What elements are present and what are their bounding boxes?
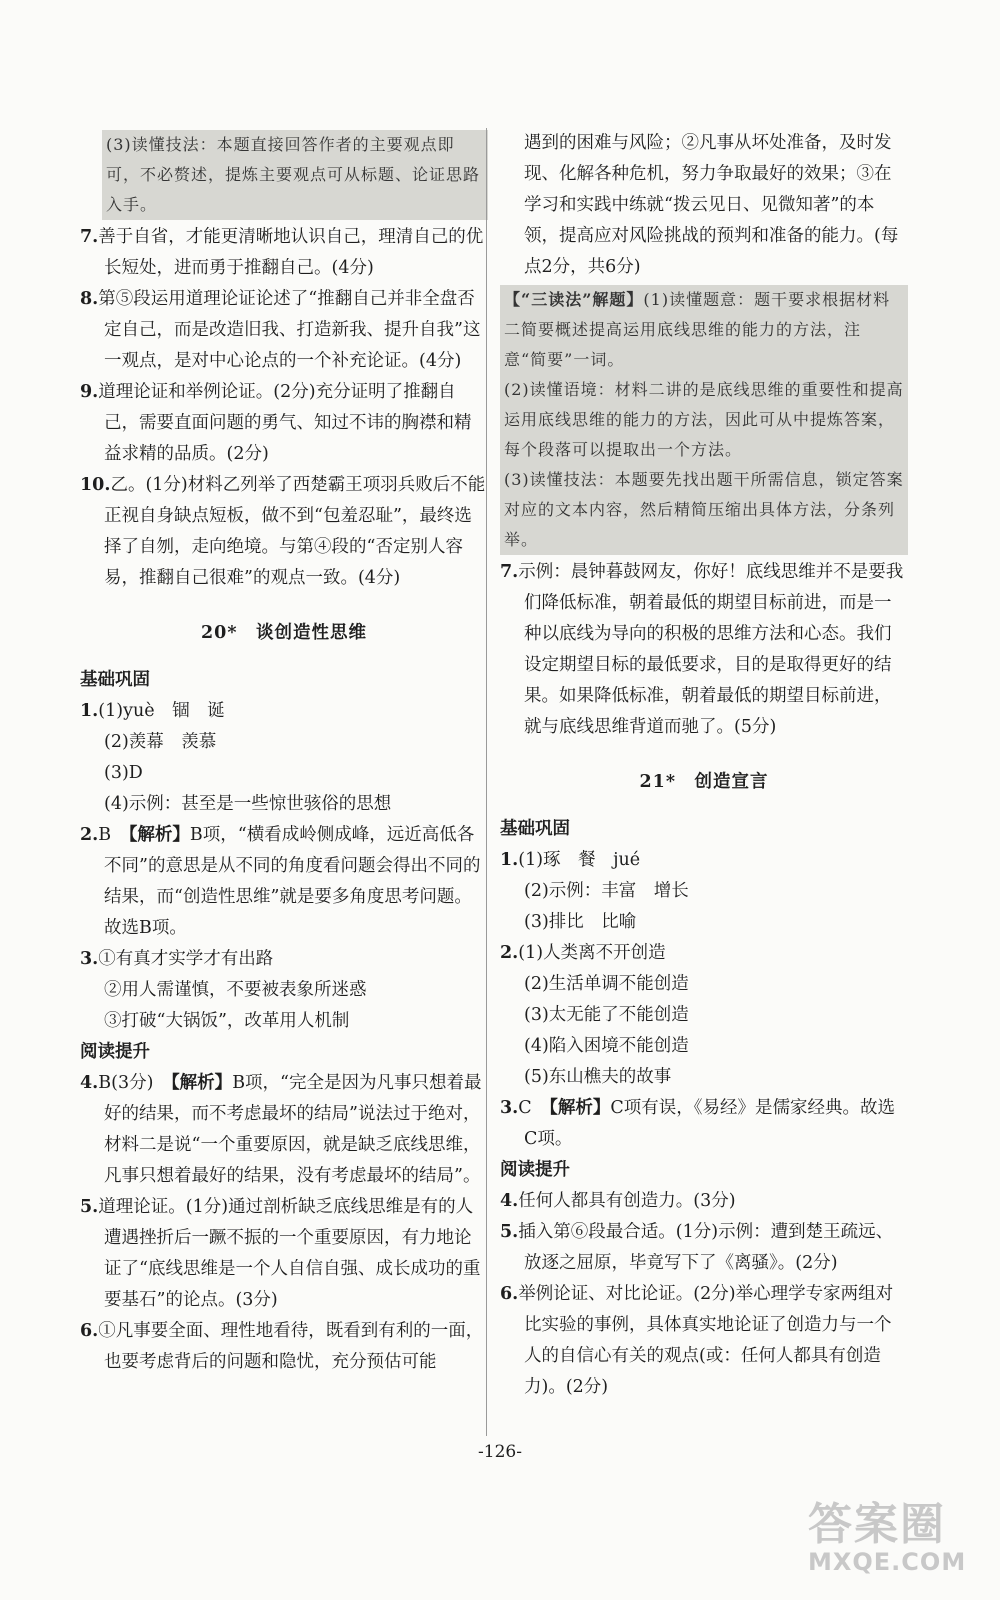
answer-number: 2. — [80, 825, 99, 845]
answer-text: 示例：晨钟暮鼓网友，你好！底线思维并不是要我们降低标准，朝着最低的期望目标前进，而是一种以底线为导向的积极的思维方法和心态。我们设定期望目标的最低要求，目的是取得更好的结果。如果降低标准，朝着最低的期望目标前进，就与底线思维背道而驰了。(5分) — [518, 562, 904, 737]
answer-line: ①有真才实学才有出路 — [98, 949, 274, 969]
answer-number: 10. — [80, 475, 111, 495]
answer-choice: C — [518, 1098, 550, 1118]
answer-number: 3. — [500, 1098, 519, 1118]
hint-box-3 — [102, 130, 488, 220]
answer-line: ②用人需谨慎，不要被表象所迷惑 — [104, 980, 367, 1000]
left-column — [80, 128, 488, 1378]
answer-21-1 — [500, 845, 908, 938]
answer-line: (2)羡幕 羡慕 — [104, 732, 217, 752]
answer-text: C项有误，《易经》是儒家经典。故选C项。 — [524, 1098, 896, 1149]
answer-line: (3)太无能了不能创造 — [524, 1005, 689, 1025]
answer-line: (4)陷入困境不能创造 — [524, 1036, 689, 1056]
answer-10 — [80, 470, 488, 594]
answer-choice: B — [98, 825, 129, 845]
hint-text: (1)读懂题意：题干要求根据材料二简要概述提高运用底线思维的能力的方法，注意“简要”一词。 — [504, 290, 891, 369]
answer-text: 插入第⑥段最合适。(1分)示例：遭到楚王疏远、放逐之屈原，毕竟写下了《离骚》。(2分) — [518, 1222, 894, 1273]
answer-number: 1. — [500, 850, 519, 870]
right-column — [500, 128, 908, 1403]
answer-21-3 — [500, 1093, 908, 1155]
answer-line: (1)人类离不开创造 — [518, 943, 666, 963]
answer-8 — [80, 284, 488, 377]
answer-line: (5)东山樵夫的故事 — [524, 1067, 672, 1087]
answer-20-6-continued: 遇到的困难与风险；②凡事从坏处准备，及时发现、化解各种危机，努力争取最好的效果；③在学习和实践中练就“拨云见日、见微知著”的本领，提高应对风险挑战的预判和准备的能力。(每点2分，共6分) — [524, 133, 899, 277]
hint-para-3: (3)读懂技法：本题要先找出题干所需信息，锁定答案对应的文本内容，然后精简压缩出具体方法，分条列举。 — [504, 470, 904, 549]
answer-20-2 — [80, 820, 488, 944]
answer-number: 5. — [500, 1222, 519, 1242]
answer-20-3 — [80, 944, 488, 1037]
answer-7 — [80, 222, 488, 284]
answer-text: B项，“横看成岭侧成峰，远近高低各不同”的意思是从不同的角度看问题会得出不同的结果，而“创造性思维”就是要多角度思考问题。故选B项。 — [104, 825, 481, 938]
answer-number: 4. — [500, 1191, 519, 1211]
answer-line: (2)示例：丰富 增长 — [524, 881, 689, 901]
answer-number: 3. — [80, 949, 99, 969]
hint-text: (3)读懂技法：本题直接回答作者的主要观点即可，不必赘述，提炼主要观点可从标题、论证思路入手。 — [106, 135, 481, 214]
answer-text: 道理论证和举例论证。(2分)充分证明了推翻自己，需要直面问题的勇气、知过不讳的胸襟和精益求精的品质。(2分) — [98, 382, 472, 464]
answer-21-5 — [500, 1217, 908, 1279]
column-divider — [486, 128, 487, 1436]
section-title-basic: 基础巩固 — [80, 670, 150, 690]
answer-20-4 — [80, 1068, 488, 1192]
answer-21-6 — [500, 1279, 908, 1403]
answer-number: 8. — [80, 289, 99, 309]
answer-text: 举例论证、对比论证。(2分)举心理学专家两组对比实验的事例，具体真实地论证了创造力与一个人的自信心有关的观点(或：任何人都具有创造力)。(2分) — [518, 1284, 894, 1397]
answer-text: 第⑤段运用道理论证论述了“推翻自己并非全盘否定自己，而是改造旧我、打造新我、提升自我”这一观点，是对中心论点的一个补充论证。(4分) — [98, 289, 481, 371]
page-number: -126- — [478, 1442, 522, 1462]
answer-line: (3)D — [104, 763, 143, 783]
answer-number: 6. — [500, 1284, 519, 1304]
answer-line: ③打破“大锅饭”，改革用人机制 — [104, 1011, 350, 1031]
lesson-heading-21: 21* 创造宣言 — [639, 772, 769, 792]
answer-number: 1. — [80, 701, 99, 721]
answer-text: 乙。(1分)材料乙列举了西楚霸王项羽兵败后不能正视自身缺点短板，做不到“包羞忍耻”，最终选择了自刎，走向绝境。与第④段的“否定别人容易，推翻自己很难”的观点一致。(4分) — [104, 475, 486, 588]
hint-para-1 — [504, 285, 904, 375]
answer-9 — [80, 377, 488, 470]
answer-number: 9. — [80, 382, 99, 402]
answer-21-4 — [500, 1186, 908, 1217]
answer-20-5 — [80, 1192, 488, 1316]
hint-tag: 【“三读法”解题】 — [504, 290, 644, 309]
analysis-tag: 【解析】 — [128, 825, 190, 845]
lesson-heading-20: 20* 谈创造性思维 — [200, 623, 367, 643]
answer-choice: B(3分) — [98, 1073, 171, 1093]
section-title-reading: 阅读提升 — [80, 1042, 150, 1062]
answer-line: (1)yuè 锢 诞 — [98, 701, 225, 721]
answer-20-6 — [80, 1316, 488, 1378]
answer-number: 4. — [80, 1073, 99, 1093]
section-title-reading: 阅读提升 — [500, 1160, 570, 1180]
answer-number: 2. — [500, 943, 519, 963]
answer-number: 7. — [80, 227, 99, 247]
hint-para-2: (2)读懂语境：材料二讲的是底线思维的重要性和提高运用底线思维的能力的方法，因此可从中提炼答案，每个段落可以提取出一个方法。 — [504, 380, 904, 459]
answer-line: (1)琢 餐 jué — [518, 850, 641, 870]
answer-text: 善于自省，才能更清晰地认识自己，理清自己的优长短处，进而勇于推翻自己。(4分) — [98, 227, 484, 278]
answer-line: (2)生活单调不能创造 — [524, 974, 689, 994]
answer-text: 道理论证。(1分)通过剖析缺乏底线思维是有的人遭遇挫折后一蹶不振的一个重要原因，有力地论证了“底线思维是一个人自信自强、成长成功的重要基石”的论点。(3分) — [98, 1197, 481, 1310]
answer-line: (3)排比 比喻 — [524, 912, 637, 932]
analysis-tag: 【解析】 — [170, 1073, 233, 1093]
answer-number: 7. — [500, 562, 519, 582]
answer-20-7 — [500, 557, 908, 743]
answer-text: ①凡事要全面、理性地看待，既看到有利的一面，也要考虑背后的问题和隐忧，充分预估可能 — [98, 1321, 484, 1372]
answer-text: 任何人都具有创造力。(3分) — [518, 1191, 736, 1211]
answer-text: B项，“完全是因为凡事只想着最好的结果，而不考虑最坏的结局”说法过于绝对，材料二是说“一个重要原因，就是缺乏底线思维，凡事只想着最好的结果，没有考虑最坏的结局”。 — [104, 1073, 482, 1186]
answer-number: 6. — [80, 1321, 99, 1341]
answer-number: 5. — [80, 1197, 99, 1217]
answer-20-1 — [80, 696, 488, 820]
answer-21-2 — [500, 938, 908, 1093]
analysis-tag: 【解析】 — [549, 1098, 611, 1118]
watermark-text-cn: 答案圈 — [808, 1499, 946, 1550]
section-title-basic: 基础巩固 — [500, 819, 570, 839]
watermark-logo — [808, 1488, 980, 1586]
watermark-text-en: MXQE.COM — [808, 1548, 967, 1576]
hint-box-three-readings — [500, 285, 908, 555]
answer-line: (4)示例：甚至是一些惊世骇俗的思想 — [104, 794, 392, 814]
